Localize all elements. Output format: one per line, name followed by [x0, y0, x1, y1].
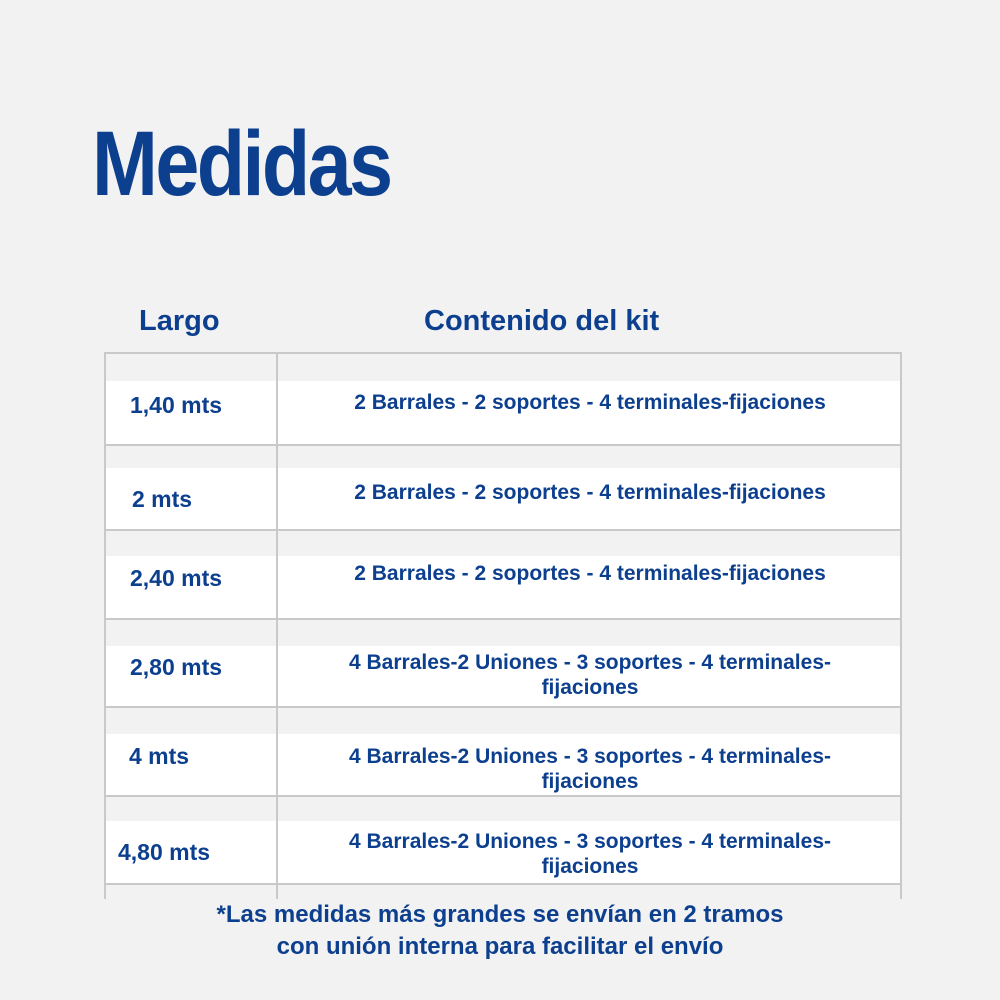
- cell-contenido: 4 Barrales-2 Uniones - 3 soportes - 4 terminales-fijaciones: [348, 830, 831, 878]
- table-row: [104, 795, 902, 885]
- cell-contenido: 4 Barrales-2 Uniones - 3 soportes - 4 terminales-fijaciones: [348, 745, 831, 793]
- cell-contenido: 2 Barrales - 2 soportes - 4 terminales-fijaciones: [354, 481, 826, 504]
- table-left-border: [104, 352, 106, 899]
- table-row: [104, 706, 902, 797]
- table-row: [104, 352, 902, 446]
- column-header-contenido: Contenido del kit: [424, 305, 660, 337]
- shipping-note: [0, 899, 1000, 963]
- shipping-note-line-1: *Las medidas más grandes se envían en 2 tramos: [216, 901, 784, 928]
- page-title: Medidas: [92, 113, 391, 215]
- cell-largo: 2,80 mts: [130, 654, 223, 680]
- column-header-largo: Largo: [139, 305, 220, 337]
- cell-contenido: 2 Barrales - 2 soportes - 4 terminales-fijaciones: [354, 391, 826, 414]
- cell-largo: 2,40 mts: [130, 565, 223, 591]
- shipping-note-line-2: con unión interna para facilitar el envío: [276, 933, 724, 960]
- table-right-border: [900, 352, 902, 899]
- table-row: [104, 618, 902, 708]
- table-column-divider: [276, 352, 278, 899]
- cell-largo: 1,40 mts: [130, 392, 223, 418]
- measurements-table: [104, 352, 902, 899]
- table-row: [104, 529, 902, 620]
- table-row: [104, 444, 902, 531]
- cell-contenido: 2 Barrales - 2 soportes - 4 terminales-fijaciones: [354, 562, 826, 585]
- cell-largo: 2 mts: [132, 486, 193, 512]
- cell-contenido: 4 Barrales-2 Uniones - 3 soportes - 4 terminales-fijaciones: [348, 651, 831, 699]
- cell-largo: 4,80 mts: [118, 839, 211, 865]
- cell-largo: 4 mts: [129, 743, 190, 769]
